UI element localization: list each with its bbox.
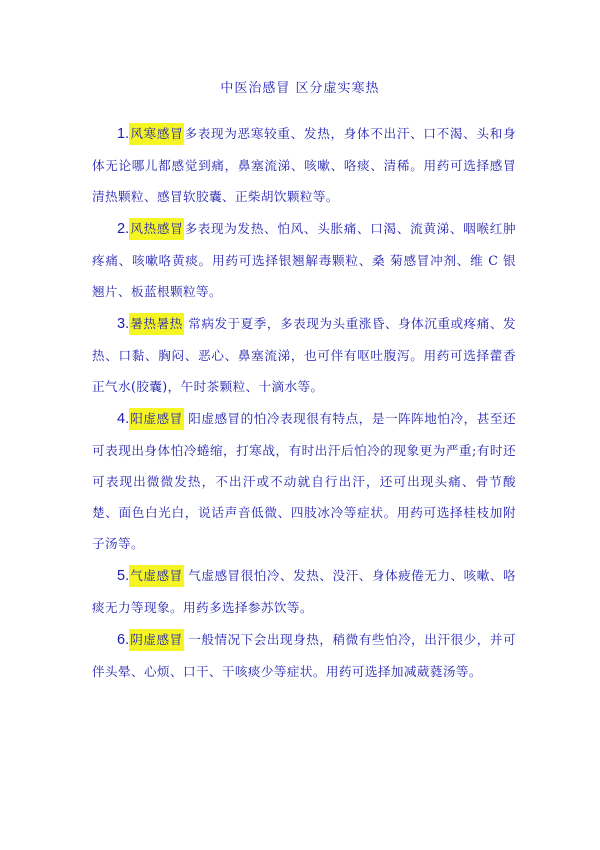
section-body-text: 气虚感冒很怕冷、发热、没汗、身体疲倦无力、咳嗽、咯痰无力等现象。用药多选择参苏饮等。 — [92, 567, 516, 615]
section-number: 4. — [117, 410, 130, 427]
section-number: 3. — [117, 315, 130, 332]
section-paragraph-2 — [92, 213, 516, 307]
section-highlight-tag: 气虚感冒 — [129, 565, 184, 587]
section-highlight-tag: 风热感冒 — [129, 218, 184, 240]
section-number: 5. — [117, 567, 130, 584]
document-title: 中医治感冒 区分虚实寒热 — [220, 81, 380, 96]
section-highlight-tag: 风寒感冒 — [129, 123, 184, 145]
section-paragraph-4 — [92, 403, 516, 559]
section-highlight-tag: 阳虚感冒 — [129, 408, 184, 430]
section-body-text: 多表现为恶寒较重、发热，身体不出汗、口不渴、头和身体无论哪儿都感觉到痛，鼻塞流涕、咳嗽、咯痰、清稀。用药可选择感冒清热颗粒、感冒软胶囊、正柴胡饮颗粒等。 — [92, 125, 516, 204]
section-paragraph-5 — [92, 560, 516, 623]
section-paragraph-6 — [92, 624, 516, 687]
section-number: 2. — [117, 220, 130, 237]
section-body-text: 常病发于夏季，多表现为头重涨昏、身体沉重或疼痛、发热、口黏、胸闷、恶心、鼻塞流涕，也可伴有呕吐腹泻。用药可选择藿香正气水(胶囊)，午时茶颗粒、十滴水等。 — [92, 315, 516, 394]
section-highlight-tag: 阴虚感冒 — [129, 629, 184, 651]
section-highlight-tag: 暑热暑热 — [129, 313, 184, 335]
section-paragraph-1 — [92, 118, 516, 212]
section-number: 1. — [117, 125, 130, 142]
section-body-text: 多表现为发热、怕风、头胀痛、口渴、流黄涕、咽喉红肿疼痛、咳嗽咯黄痰。用药可选择银翘解毒颗粒、桑 菊感冒冲剂、维 C 银翘片、板蓝根颗粒等。 — [92, 220, 516, 299]
section-paragraph-3 — [92, 308, 516, 402]
section-number: 6. — [117, 631, 130, 648]
section-body-text: 阳虚感冒的怕冷表现很有特点，是一阵阵地怕冷，甚至还可表现出身体怕冷蜷缩，打寒战，有时出汗后怕冷的现象更为严重;有时还可表现出微微发热，不出汗或不动就自行出汗，还可出现头痛、骨节酸楚、面色白光白，说话声音低微、四肢冰冷等症状。用药可选择桂枝加附子汤等。 — [92, 410, 516, 551]
section-body-text: 一般情况下会出现身热，稍微有些怕冷，出汗很少，并可伴头晕、心烦、口干、干咳痰少等症状。用药可选择加减葳蕤汤等。 — [92, 631, 516, 679]
